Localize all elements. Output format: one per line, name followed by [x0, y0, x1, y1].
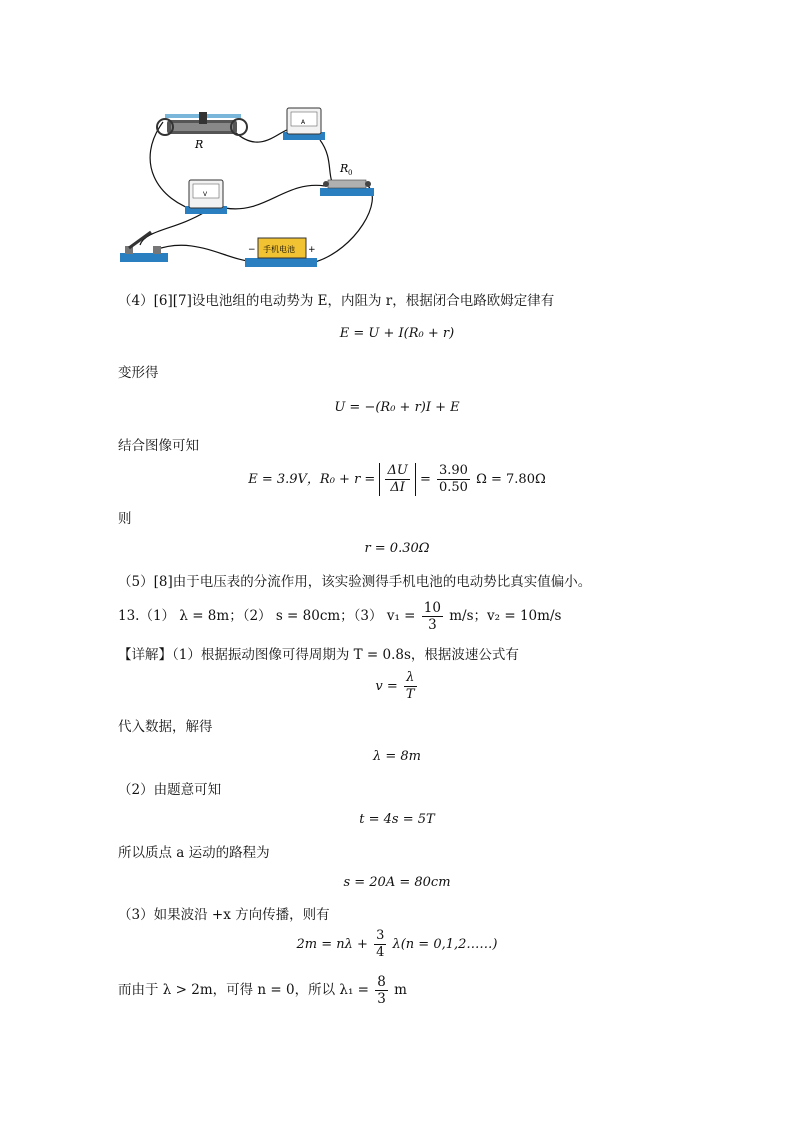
equation-4: r = 0.30Ω [364, 541, 430, 556]
wire [315, 185, 372, 262]
rheostat [157, 112, 247, 151]
equation-6: λ = 8m [373, 749, 421, 764]
equation-7: t = 4s = 5T [359, 812, 435, 827]
answer-13: 13.（1） λ = 8m；（2） s = 80cm；（3） v₁ = $\frac{10}{3}$ m/s；v₂ = 10m/s [118, 600, 562, 633]
equation-2: U = −(R₀ + r)I + E [334, 400, 460, 415]
paragraph-3: （3）如果波沿 +x 方向传播，则有 [118, 907, 330, 923]
paragraph-suoyi: 所以质点 a 运动的路程为 [118, 845, 270, 861]
wire [225, 185, 325, 209]
paragraph-last: 而由于 λ > 2m，可得 n = 0，所以 λ₁ = $\frac{8}{3}$ m [118, 974, 407, 1007]
equation-1: E = U + I(R₀ + r) [339, 326, 455, 341]
paragraph-2: （2）由题意可知 [118, 782, 222, 798]
svg-text:A: A [301, 119, 306, 126]
svg-text:0: 0 [348, 169, 353, 177]
equation-8: s = 20A = 80cm [343, 875, 451, 890]
svg-text:R: R [340, 162, 349, 175]
equation-9: 2m = nλ + $\frac{3}{4}$ λ(n = 0,1,2……) [296, 928, 498, 960]
ammeter [283, 108, 325, 140]
paragraph-bianxing: 变形得 [118, 365, 159, 381]
paragraph-5: （5）[8]由于电压表的分流作用，该实验测得手机电池的电动势比真实值偏小。 [118, 574, 592, 590]
wire [140, 212, 205, 245]
paragraph-4: （4）[6][7]设电池组的电动势为 E，内阻为 r，根据闭合电路欧姆定律有 [118, 293, 555, 309]
svg-text:V: V [203, 191, 208, 198]
paragraph-dairu: 代入数据，解得 [118, 719, 213, 735]
equation-5: v = $\frac{\lambda}{T}$ [375, 670, 415, 702]
phone-battery [245, 238, 317, 267]
detail-1: 【详解】（1）根据振动图像可得周期为 T = 0.8s，根据波速公式有 [118, 647, 519, 663]
label-R: R [195, 138, 204, 151]
voltmeter [185, 180, 227, 214]
equation-3: E = 3.9V，R₀ + r = $\frac{\Delta U}{\Delta I}$ = $\frac{3.90}{0.50}$ Ω = 7.80Ω [248, 463, 546, 495]
paragraph-jiehe: 结合图像可知 [118, 438, 199, 454]
paragraph-ze: 则 [118, 511, 132, 527]
wire [155, 245, 255, 262]
circuit-diagram [115, 100, 395, 275]
svg-text:−: − [248, 245, 256, 255]
svg-text:+: + [308, 245, 316, 255]
svg-text:手机电池: 手机电池 [263, 245, 295, 254]
switch [120, 232, 168, 262]
resistor-r0 [320, 162, 374, 196]
